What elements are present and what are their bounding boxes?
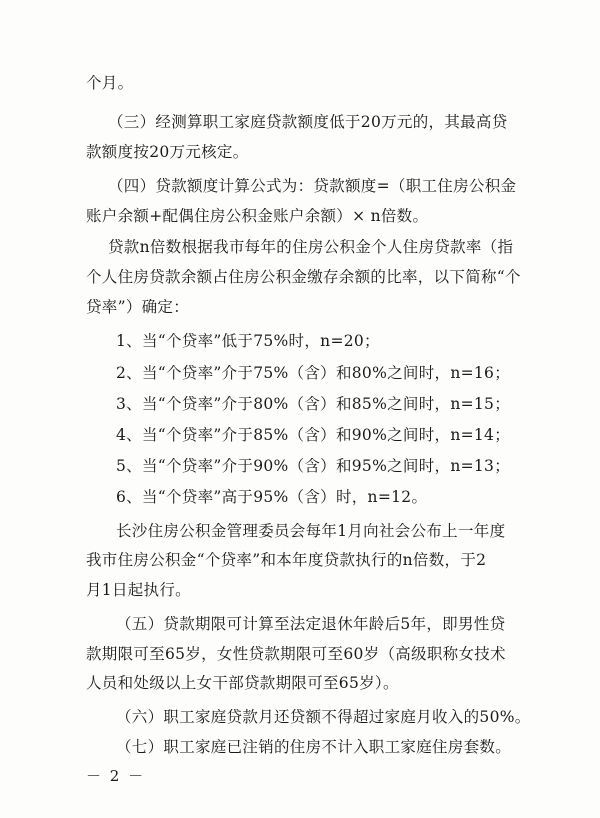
list-item-2: 2、当“个贷率”介于75%（含）和80%之间时，n=16； bbox=[116, 364, 511, 382]
text-line-5: 账户余额+配偶住房公积金账户余额）× n倍数。 bbox=[86, 207, 429, 225]
list-item-3: 3、当“个贷率”介于80%（含）和85%之间时，n=15； bbox=[116, 395, 511, 413]
text-line-19: 款期限可至65岁，女性贷款期限可至60岁（高级职称女技术 bbox=[86, 645, 506, 663]
list-item-4: 4、当“个贷率”介于85%（含）和90%之间时，n=14； bbox=[116, 426, 511, 444]
text-line-8: 贷率”）确定： bbox=[86, 298, 190, 316]
text-line-17: 月1日起执行。 bbox=[86, 581, 191, 599]
text-line-6: 贷款n倍数根据我市每年的住房公积金个人住房贷款率（指 bbox=[108, 238, 514, 256]
text-line-21: （六）职工家庭贷款月还贷额不得超过家庭月收入的50%。 bbox=[116, 708, 531, 726]
text-line-20: 人员和处级以上女干部贷款期限可至65岁）。 bbox=[86, 674, 399, 692]
text-line-15: 长沙住房公积金管理委员会每年1月向社会公布上一年度 bbox=[116, 522, 506, 540]
list-item-5: 5、当“个贷率”介于90%（含）和95%之间时，n=13； bbox=[116, 457, 511, 475]
text-line-18: （五）贷款期限可计算至法定退休年龄后5年，即男性贷 bbox=[116, 615, 506, 633]
text-line-1: 个月。 bbox=[86, 74, 134, 92]
page-number: － 2 － bbox=[86, 767, 146, 785]
list-item-1: 1、当“个贷率”低于75%时，n=20； bbox=[116, 332, 380, 350]
list-item-6: 6、当“个贷率”高于95%（含）时，n=12。 bbox=[116, 488, 428, 506]
text-line-16: 我市住房公积金“个贷率”和本年度贷款执行的n倍数，于2 bbox=[86, 551, 487, 569]
text-line-7: 个人住房贷款余额占住房公积金缴存余额的比率，以下简称“个 bbox=[86, 268, 521, 286]
text-line-2: （三）经测算职工家庭贷款额度低于20万元的，其最高贷 bbox=[108, 113, 508, 131]
text-line-3: 款额度按20万元核定。 bbox=[86, 143, 249, 161]
text-line-22: （七）职工家庭已注销的住房不计入职工家庭住房套数。 bbox=[116, 738, 512, 756]
text-line-4: （四）贷款额度计算公式为：贷款额度=（职工住房公积金 bbox=[108, 177, 517, 195]
